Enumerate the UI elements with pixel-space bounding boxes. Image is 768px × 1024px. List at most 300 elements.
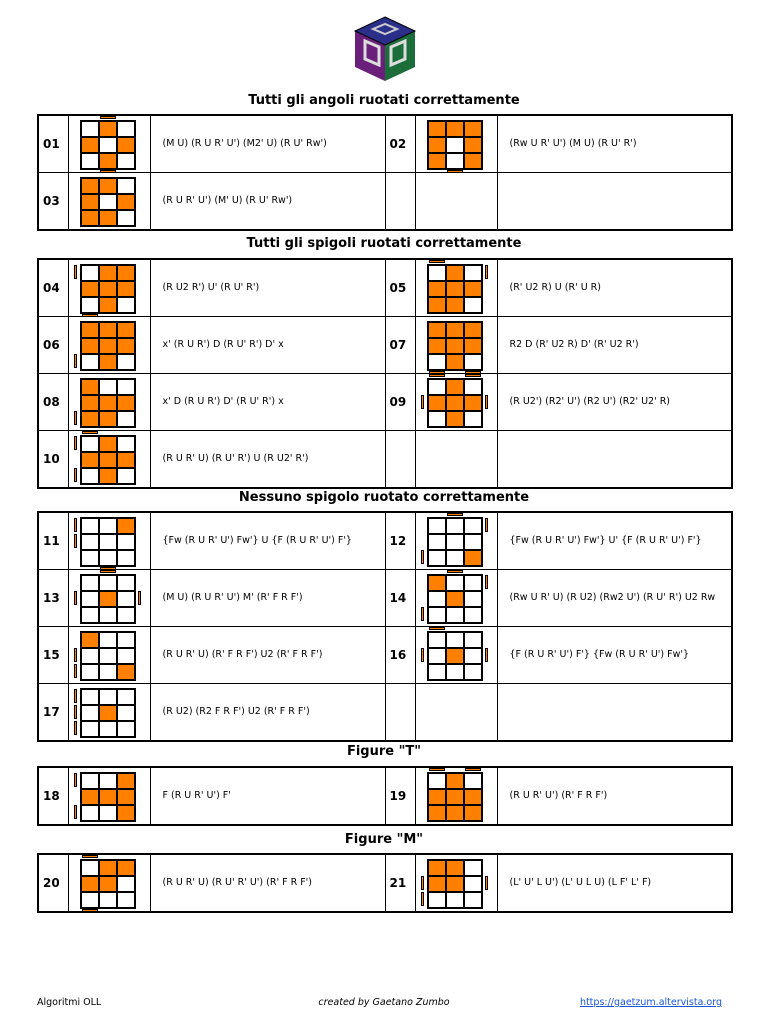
case-algorithm: (Rw U R' U') (M U) (R U' R') <box>497 115 732 173</box>
unoriented-sticker <box>81 436 99 452</box>
oriented-sticker <box>99 452 117 468</box>
side-sticker-top <box>429 627 445 630</box>
oll-case-diagram <box>419 260 493 316</box>
unoriented-sticker <box>99 379 117 395</box>
case-picture <box>68 317 150 374</box>
oriented-sticker <box>446 789 464 805</box>
oll-case-diagram <box>419 513 493 569</box>
unoriented-sticker <box>81 265 99 281</box>
oriented-sticker <box>464 137 482 153</box>
cube-top-face <box>427 264 483 314</box>
case-number: 08 <box>38 374 68 431</box>
oriented-sticker <box>464 121 482 137</box>
oriented-sticker <box>117 452 135 468</box>
oriented-sticker <box>446 354 464 370</box>
cube-top-face <box>427 859 483 909</box>
unoriented-sticker <box>428 664 446 680</box>
unoriented-sticker <box>464 518 482 534</box>
oriented-sticker <box>117 805 135 821</box>
unoriented-sticker <box>464 632 482 648</box>
unoriented-sticker <box>99 664 117 680</box>
case-picture <box>68 115 150 173</box>
oriented-sticker <box>446 281 464 297</box>
case-picture <box>415 570 497 627</box>
unoriented-sticker <box>117 210 135 226</box>
unoriented-sticker <box>117 153 135 169</box>
unoriented-sticker <box>117 575 135 591</box>
case-algorithm <box>497 431 732 489</box>
section-title: Figure "M" <box>344 832 424 847</box>
oriented-sticker <box>117 194 135 210</box>
case-algorithm: {Fw (R U R' U') Fw'} U {F (R U R' U') F'} <box>150 512 385 570</box>
unoriented-sticker <box>81 689 99 705</box>
table-row <box>38 374 732 431</box>
case-algorithm: (Rw U R' U) (R U2) (Rw2 U') (R U' R') U2 Rw <box>497 570 732 627</box>
unoriented-sticker <box>81 664 99 680</box>
oll-case-diagram <box>72 627 146 683</box>
oriented-sticker <box>446 773 464 789</box>
unoriented-sticker <box>117 436 135 452</box>
cube-top-face <box>427 574 483 624</box>
side-sticker-right <box>138 591 141 605</box>
unoriented-sticker <box>446 632 464 648</box>
side-sticker-left <box>74 773 77 787</box>
oriented-sticker <box>117 773 135 789</box>
unoriented-sticker <box>99 575 117 591</box>
side-sticker-left <box>74 664 77 678</box>
case-number: 18 <box>38 767 68 825</box>
side-sticker-left <box>74 265 77 279</box>
unoriented-sticker <box>99 194 117 210</box>
side-sticker-left <box>74 518 77 532</box>
side-sticker-top <box>100 116 116 119</box>
case-algorithm <box>497 684 732 742</box>
oll-case-diagram <box>72 570 146 626</box>
side-sticker-top <box>82 855 98 858</box>
case-number: 12 <box>385 512 415 570</box>
unoriented-sticker <box>117 892 135 908</box>
oriented-sticker <box>99 121 117 137</box>
unoriented-sticker <box>81 550 99 566</box>
cube-top-face <box>80 688 136 738</box>
side-sticker-left <box>421 876 424 890</box>
table-row <box>38 115 732 173</box>
oll-case-diagram <box>419 317 493 373</box>
unoriented-sticker <box>81 121 99 137</box>
unoriented-sticker <box>117 550 135 566</box>
oriented-sticker <box>428 876 446 892</box>
case-picture <box>68 374 150 431</box>
cube-top-face <box>80 772 136 822</box>
side-sticker-top <box>429 374 445 377</box>
oriented-sticker <box>446 322 464 338</box>
table-row <box>38 627 732 684</box>
oriented-sticker <box>464 805 482 821</box>
case-number: 20 <box>38 854 68 912</box>
oriented-sticker <box>81 411 99 427</box>
unoriented-sticker <box>428 411 446 427</box>
unoriented-sticker <box>428 379 446 395</box>
unoriented-sticker <box>464 607 482 623</box>
unoriented-sticker <box>117 689 135 705</box>
unoriented-sticker <box>99 805 117 821</box>
cube-top-face <box>427 321 483 371</box>
oriented-sticker <box>464 281 482 297</box>
oriented-sticker <box>446 648 464 664</box>
case-number: 05 <box>385 259 415 317</box>
unoriented-sticker <box>464 892 482 908</box>
case-picture <box>415 115 497 173</box>
oll-table <box>37 114 733 231</box>
unoriented-sticker <box>81 607 99 623</box>
unoriented-sticker <box>428 550 446 566</box>
unoriented-sticker <box>117 297 135 313</box>
unoriented-sticker <box>81 575 99 591</box>
case-picture <box>415 767 497 825</box>
unoriented-sticker <box>446 137 464 153</box>
cube-top-face <box>427 772 483 822</box>
oriented-sticker <box>464 338 482 354</box>
cube-top-face <box>427 631 483 681</box>
case-algorithm: (R U2') (R2' U') (R2 U') (R2' U2' R) <box>497 374 732 431</box>
table-row <box>38 431 732 489</box>
side-sticker-left <box>74 689 77 703</box>
section-title: Tutti gli angoli ruotati correttamente <box>248 93 520 108</box>
oll-case-diagram <box>72 116 146 172</box>
table-row <box>38 854 732 912</box>
unoriented-sticker <box>99 137 117 153</box>
oriented-sticker <box>117 860 135 876</box>
footer-credit: created by Gaetano Zumbo <box>318 997 450 1008</box>
oriented-sticker <box>99 297 117 313</box>
oriented-sticker <box>99 860 117 876</box>
oriented-sticker <box>117 322 135 338</box>
case-picture <box>415 317 497 374</box>
case-algorithm: (R U2) (R2 F R F') U2 (R' F R F') <box>150 684 385 742</box>
oll-case-diagram <box>72 374 146 430</box>
side-sticker-left <box>74 436 77 450</box>
oll-case-diagram <box>72 431 146 487</box>
case-algorithm: (R U R' U) (R U' R' U') (R' F R F') <box>150 854 385 912</box>
oriented-sticker <box>81 137 99 153</box>
case-picture <box>68 259 150 317</box>
unoriented-sticker <box>99 607 117 623</box>
oriented-sticker <box>81 322 99 338</box>
case-number: 17 <box>38 684 68 742</box>
side-sticker-right <box>485 395 488 409</box>
oriented-sticker <box>428 297 446 313</box>
case-number: 13 <box>38 570 68 627</box>
unoriented-sticker <box>117 534 135 550</box>
oriented-sticker <box>99 281 117 297</box>
unoriented-sticker <box>99 518 117 534</box>
case-number: 21 <box>385 854 415 912</box>
case-number: 19 <box>385 767 415 825</box>
side-sticker-right <box>485 648 488 662</box>
oriented-sticker <box>428 338 446 354</box>
case-picture <box>415 684 497 742</box>
oriented-sticker <box>81 379 99 395</box>
case-number: 07 <box>385 317 415 374</box>
cube-top-face <box>80 859 136 909</box>
oriented-sticker <box>99 210 117 226</box>
side-sticker-left <box>74 705 77 719</box>
unoriented-sticker <box>117 121 135 137</box>
oriented-sticker <box>99 789 117 805</box>
oriented-sticker <box>428 860 446 876</box>
unoriented-sticker <box>117 591 135 607</box>
cube-top-face <box>427 120 483 170</box>
oriented-sticker <box>428 395 446 411</box>
unoriented-sticker <box>428 265 446 281</box>
case-algorithm: (R' U2 R) U (R' U R) <box>497 259 732 317</box>
section-title: Nessuno spigolo ruotato correttamente <box>238 490 530 505</box>
oriented-sticker <box>117 281 135 297</box>
oll-case-diagram <box>72 513 146 569</box>
cube-top-face <box>80 264 136 314</box>
unoriented-sticker <box>428 892 446 908</box>
oll-table <box>37 853 733 913</box>
case-number: 06 <box>38 317 68 374</box>
side-sticker-top <box>429 260 445 263</box>
cube-top-face <box>80 120 136 170</box>
unoriented-sticker <box>117 705 135 721</box>
unoriented-sticker <box>464 591 482 607</box>
oriented-sticker <box>117 338 135 354</box>
case-algorithm: {Fw (R U R' U') Fw'} U' {F (R U R' U') F'} <box>497 512 732 570</box>
oriented-sticker <box>81 178 99 194</box>
case-picture <box>68 431 150 489</box>
oriented-sticker <box>81 632 99 648</box>
oll-case-diagram <box>72 317 146 373</box>
unoriented-sticker <box>81 705 99 721</box>
case-picture <box>68 173 150 231</box>
unoriented-sticker <box>428 518 446 534</box>
case-number: 14 <box>385 570 415 627</box>
case-number <box>385 431 415 489</box>
unoriented-sticker <box>117 178 135 194</box>
side-sticker-top <box>447 513 463 516</box>
side-sticker-left <box>74 354 77 368</box>
table-row <box>38 684 732 742</box>
side-sticker-left <box>74 591 77 605</box>
oll-case-diagram <box>72 768 146 824</box>
oriented-sticker <box>428 575 446 591</box>
case-number: 01 <box>38 115 68 173</box>
case-number <box>385 173 415 231</box>
oriented-sticker <box>428 153 446 169</box>
case-picture <box>415 854 497 912</box>
oll-table <box>37 511 733 742</box>
case-picture <box>68 512 150 570</box>
case-picture <box>415 627 497 684</box>
side-sticker-left <box>74 721 77 735</box>
unoriented-sticker <box>81 518 99 534</box>
side-sticker-top <box>465 374 481 377</box>
footer-link[interactable]: https://gaetzum.altervista.org <box>579 997 722 1008</box>
case-algorithm: R2 D (R' U2 R) D' (R' U2 R') <box>497 317 732 374</box>
side-sticker-right <box>485 876 488 890</box>
case-number <box>385 684 415 742</box>
oriented-sticker <box>81 281 99 297</box>
case-picture <box>415 173 497 231</box>
unoriented-sticker <box>446 153 464 169</box>
side-sticker-left <box>421 892 424 906</box>
unoriented-sticker <box>99 689 117 705</box>
oriented-sticker <box>464 395 482 411</box>
oriented-sticker <box>428 281 446 297</box>
case-algorithm <box>497 173 732 231</box>
case-number: 04 <box>38 259 68 317</box>
oriented-sticker <box>446 379 464 395</box>
cube-top-face <box>80 177 136 227</box>
cube-top-face <box>427 378 483 428</box>
side-sticker-top <box>429 768 445 771</box>
unoriented-sticker <box>446 664 464 680</box>
cube-top-face <box>427 517 483 567</box>
oll-case-diagram <box>72 173 146 229</box>
oriented-sticker <box>99 322 117 338</box>
unoriented-sticker <box>446 550 464 566</box>
unoriented-sticker <box>81 534 99 550</box>
unoriented-sticker <box>464 297 482 313</box>
unoriented-sticker <box>81 153 99 169</box>
case-number: 16 <box>385 627 415 684</box>
oriented-sticker <box>99 178 117 194</box>
unoriented-sticker <box>99 648 117 664</box>
side-sticker-left <box>74 411 77 425</box>
oriented-sticker <box>464 550 482 566</box>
unoriented-sticker <box>81 773 99 789</box>
oriented-sticker <box>99 395 117 411</box>
unoriented-sticker <box>464 534 482 550</box>
unoriented-sticker <box>464 876 482 892</box>
unoriented-sticker <box>81 892 99 908</box>
section-title: Figure "T" <box>346 744 422 759</box>
oriented-sticker <box>446 265 464 281</box>
unoriented-sticker <box>428 632 446 648</box>
case-algorithm: (R U R' U) (R' F R F') U2 (R' F R F') <box>150 627 385 684</box>
oriented-sticker <box>81 338 99 354</box>
unoriented-sticker <box>99 892 117 908</box>
oriented-sticker <box>446 395 464 411</box>
oriented-sticker <box>464 322 482 338</box>
oriented-sticker <box>99 354 117 370</box>
cube-top-face <box>80 378 136 428</box>
oriented-sticker <box>446 411 464 427</box>
case-algorithm: (R U R' U') (M' U) (R U' Rw') <box>150 173 385 231</box>
oriented-sticker <box>81 210 99 226</box>
unoriented-sticker <box>117 468 135 484</box>
oll-case-diagram <box>419 374 493 430</box>
side-sticker-bottom <box>82 909 98 912</box>
oriented-sticker <box>81 789 99 805</box>
oriented-sticker <box>446 860 464 876</box>
unoriented-sticker <box>464 379 482 395</box>
unoriented-sticker <box>81 860 99 876</box>
oriented-sticker <box>81 194 99 210</box>
unoriented-sticker <box>117 721 135 737</box>
cube-top-face <box>80 631 136 681</box>
oriented-sticker <box>428 137 446 153</box>
table-row <box>38 317 732 374</box>
oll-case-diagram <box>419 116 493 172</box>
oriented-sticker <box>446 297 464 313</box>
unoriented-sticker <box>428 648 446 664</box>
side-sticker-right <box>485 265 488 279</box>
unoriented-sticker <box>464 773 482 789</box>
unoriented-sticker <box>81 591 99 607</box>
table-row <box>38 173 732 231</box>
case-algorithm: F (R U R' U') F' <box>150 767 385 825</box>
unoriented-sticker <box>81 648 99 664</box>
unoriented-sticker <box>81 805 99 821</box>
table-row <box>38 512 732 570</box>
oll-table <box>37 766 733 826</box>
side-sticker-top <box>100 570 116 573</box>
oriented-sticker <box>99 338 117 354</box>
footer-title: Algoritmi OLL <box>37 997 102 1008</box>
oriented-sticker <box>99 876 117 892</box>
case-picture <box>68 627 150 684</box>
unoriented-sticker <box>446 534 464 550</box>
unoriented-sticker <box>464 664 482 680</box>
oriented-sticker <box>99 411 117 427</box>
case-number: 09 <box>385 374 415 431</box>
unoriented-sticker <box>428 534 446 550</box>
side-sticker-left <box>421 550 424 564</box>
oriented-sticker <box>117 265 135 281</box>
case-algorithm: {F (R U R' U') F'} {Fw (R U R' U') Fw'} <box>497 627 732 684</box>
case-picture <box>68 854 150 912</box>
unoriented-sticker <box>117 354 135 370</box>
unoriented-sticker <box>99 534 117 550</box>
unoriented-sticker <box>446 518 464 534</box>
oriented-sticker <box>464 153 482 169</box>
unoriented-sticker <box>117 607 135 623</box>
oriented-sticker <box>464 789 482 805</box>
case-number: 15 <box>38 627 68 684</box>
unoriented-sticker <box>464 860 482 876</box>
oriented-sticker <box>446 591 464 607</box>
side-sticker-right <box>485 518 488 532</box>
oriented-sticker <box>117 664 135 680</box>
oriented-sticker <box>99 153 117 169</box>
case-algorithm: (M U) (R U R' U') (M2' U) (R U' Rw') <box>150 115 385 173</box>
cube-top-face <box>80 517 136 567</box>
oriented-sticker <box>428 789 446 805</box>
side-sticker-top <box>465 768 481 771</box>
unoriented-sticker <box>117 632 135 648</box>
oll-case-diagram <box>419 570 493 626</box>
table-row <box>38 259 732 317</box>
unoriented-sticker <box>428 607 446 623</box>
unoriented-sticker <box>446 575 464 591</box>
case-algorithm: (M U) (R U R' U') M' (R' F R F') <box>150 570 385 627</box>
case-algorithm: (R U R' U) (R U' R') U (R U2' R') <box>150 431 385 489</box>
case-algorithm: (L' U' L U') (L' U L U) (L F' L' F) <box>497 854 732 912</box>
cube-top-face <box>80 321 136 371</box>
case-picture <box>68 570 150 627</box>
oriented-sticker <box>428 121 446 137</box>
oriented-sticker <box>428 805 446 821</box>
case-algorithm: x' (R U R') D (R U' R') D' x <box>150 317 385 374</box>
side-sticker-top <box>447 570 463 573</box>
oriented-sticker <box>99 436 117 452</box>
oll-case-diagram <box>72 684 146 740</box>
case-picture <box>415 431 497 489</box>
oll-case-diagram <box>72 260 146 316</box>
